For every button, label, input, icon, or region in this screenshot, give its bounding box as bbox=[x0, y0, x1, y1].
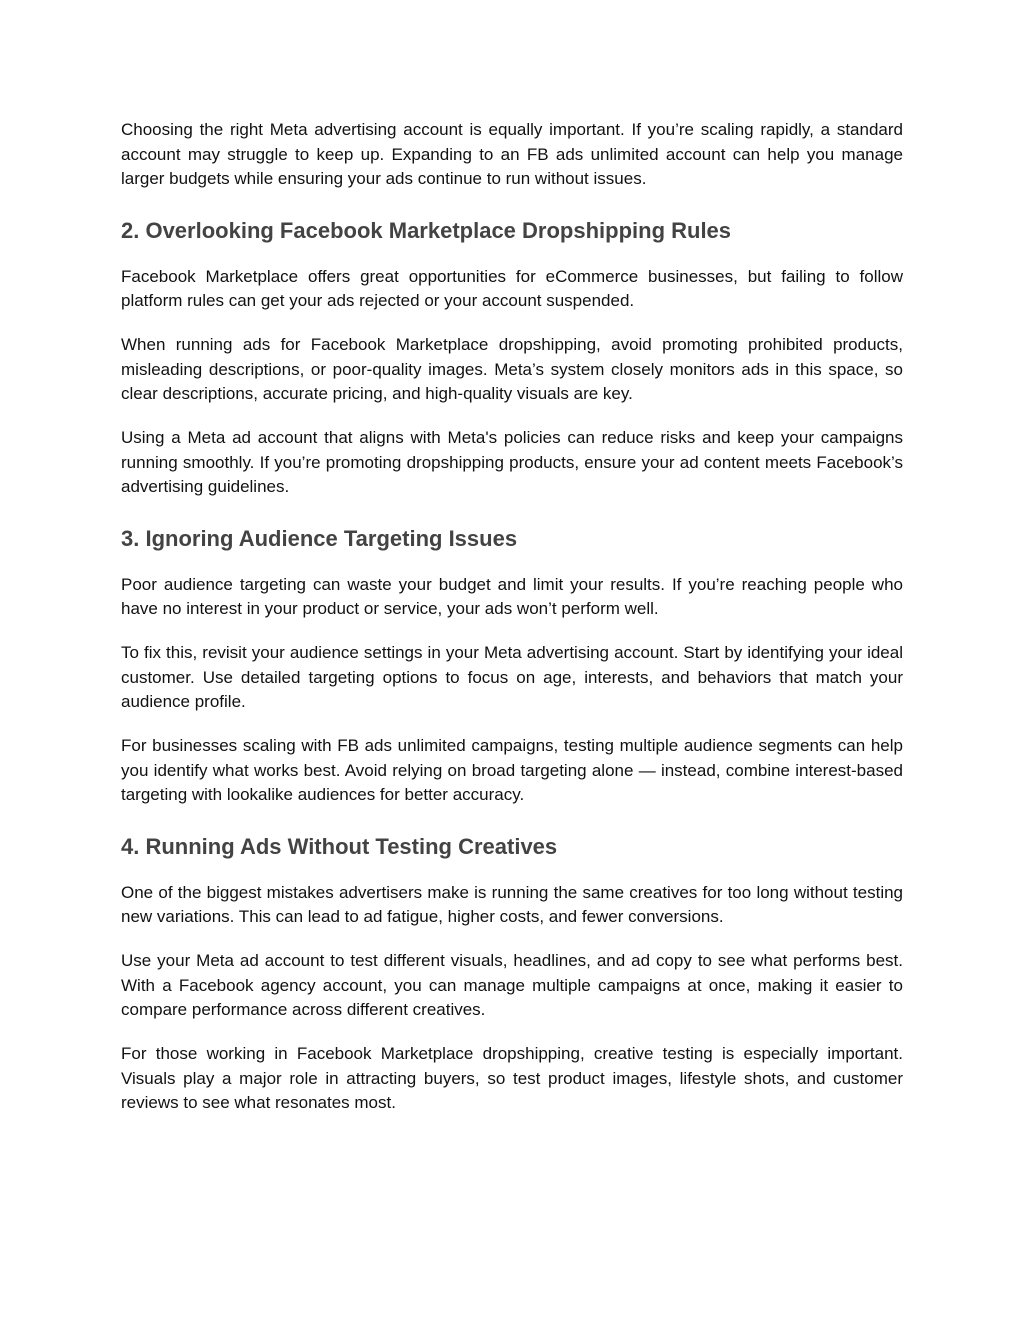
section-paragraph: To fix this, revisit your audience settings in your Meta advertising account. Start by identifying your ideal customer. Use detailed targeting options to focus on age, interests, and behaviors that match your audience profile. bbox=[121, 643, 903, 711]
section-paragraph: Use your Meta ad account to test different visuals, headlines, and ad copy to see what performs best. With a Facebook agency account, you can manage multiple campaigns at once, making it easier to compare performance across different creatives. bbox=[121, 951, 903, 1019]
section-heading-testing-creatives: 4. Running Ads Without Testing Creatives bbox=[121, 833, 558, 859]
document-page bbox=[121, 118, 903, 1116]
section-paragraph: When running ads for Facebook Marketplace dropshipping, avoid promoting prohibited products, misleading descriptions, or poor-quality images. Meta’s system closely monitors ads in this space, so clear descriptions, accurate pricing, and high-quality visuals are key. bbox=[121, 335, 903, 403]
section-heading-marketplace-rules: 2. Overlooking Facebook Marketplace Dropshipping Rules bbox=[121, 217, 732, 243]
intro-paragraph: Choosing the right Meta advertising account is equally important. If you’re scaling rapidly, a standard account may struggle to keep up. Expanding to an FB ads unlimited account can help you manage larger budgets while ensuring your ads continue to run without issues. bbox=[121, 120, 903, 188]
section-paragraph: Facebook Marketplace offers great opportunities for eCommerce businesses, but failing to follow platform rules can get your ads rejected or your account suspended. bbox=[121, 266, 903, 310]
section-paragraph: Poor audience targeting can waste your budget and limit your results. If you’re reaching people who have no interest in your product or service, your ads won’t perform well. bbox=[121, 574, 903, 618]
section-heading-audience-targeting: 3. Ignoring Audience Targeting Issues bbox=[121, 525, 518, 551]
section-paragraph: One of the biggest mistakes advertisers make is running the same creatives for too long without testing new variations. This can lead to ad fatigue, higher costs, and fewer conversions. bbox=[121, 882, 903, 926]
section-paragraph: Using a Meta ad account that aligns with Meta's policies can reduce risks and keep your campaigns running smoothly. If you’re promoting dropshipping products, ensure your ad content meets Facebook’s advertising guidelines. bbox=[121, 428, 903, 496]
section-paragraph: For businesses scaling with FB ads unlimited campaigns, testing multiple audience segments can help you identify what works best. Avoid relying on broad targeting alone — instead, combine interest-based targeting with lookalike audiences for better accuracy. bbox=[121, 736, 903, 804]
section-paragraph: For those working in Facebook Marketplace dropshipping, creative testing is especially important. Visuals play a major role in attracting buyers, so test product images, lifestyle shots, and customer reviews to see what resonates most. bbox=[121, 1044, 903, 1112]
